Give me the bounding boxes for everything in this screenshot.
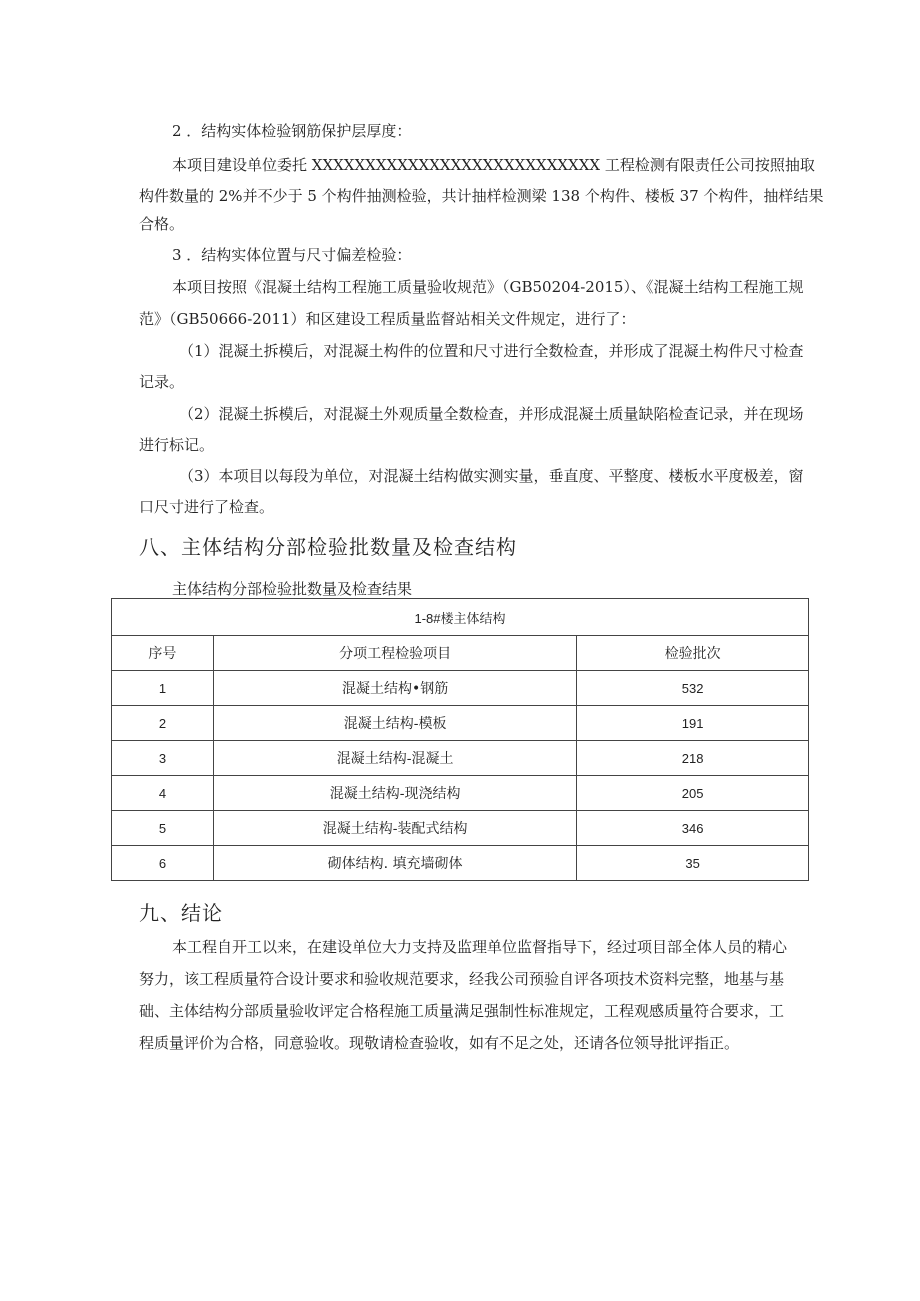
- conclusion-line-4: 程质量评价为合格，同意验收。现敬请检查验收，如有不足之处，还请各位领导批评指正。: [139, 1034, 740, 1052]
- row-batches: 218: [577, 741, 809, 776]
- row-item: 混凝土结构•钢筋: [213, 671, 576, 706]
- row-item: 混凝土结构-模板: [213, 706, 576, 741]
- table-row: [112, 846, 809, 881]
- inspection-batch-table: [111, 598, 809, 881]
- table-caption: 主体结构分部检验批数量及检查结果: [172, 580, 413, 598]
- item3-title: 3 ．结构实体位置与尺寸偏差检验：: [172, 246, 412, 264]
- section9-heading: 九、结论: [139, 901, 223, 925]
- table-row: [112, 671, 809, 706]
- row-seq: 6: [112, 846, 214, 881]
- row-batches: 346: [577, 811, 809, 846]
- conclusion-line-2: 努力，该工程质量符合设计要求和验收规范要求，经我公司预验自评各项技术资料完整，地基与基: [139, 970, 785, 988]
- row-item: 砌体结构. 填充墙砌体: [213, 846, 576, 881]
- row-batches: 205: [577, 776, 809, 811]
- row-seq: 4: [112, 776, 214, 811]
- conclusion-line-3: 础、主体结构分部质量验收评定合格程施工质量满足强制性标准规定，工程观感质量符合要求，工: [139, 1002, 785, 1020]
- item3-line-2: 范》（GB50666-2011）和区建设工程质量监督站相关文件规定，进行了：: [139, 310, 636, 328]
- table-title: 1-8#楼主体结构: [112, 599, 809, 636]
- sub2-line-2: 进行标记。: [139, 436, 215, 454]
- item2-line-1: 本项目建设单位委托 XXXXXXXXXXXXXXXXXXXXXXXXXXX 工程检测有限责任公司按照抽取: [172, 156, 815, 174]
- row-seq: 2: [112, 706, 214, 741]
- table-title-row: [112, 599, 809, 636]
- table-row: [112, 811, 809, 846]
- header-batches: 检验批次: [577, 636, 809, 671]
- row-seq: 1: [112, 671, 214, 706]
- sub1-line-2: 记录。: [139, 373, 185, 391]
- table-row: [112, 741, 809, 776]
- conclusion-line-1: 本工程自开工以来，在建设单位大力支持及监理单位监督指导下，经过项目部全体人员的精心: [172, 938, 788, 956]
- sub1-line-1: （1）混凝土拆模后，对混凝土构件的位置和尺寸进行全数检查，并形成了混凝土构件尺寸检查: [179, 342, 804, 360]
- row-item: 混凝土结构-装配式结构: [213, 811, 576, 846]
- row-seq: 5: [112, 811, 214, 846]
- row-seq: 3: [112, 741, 214, 776]
- section8-heading: 八、主体结构分部检验批数量及检查结构: [139, 535, 517, 559]
- sub3-line-2: 口尺寸进行了检查。: [139, 498, 275, 516]
- row-batches: 191: [577, 706, 809, 741]
- item2-line-2: 构件数量的 2%并不少于 5 个构件抽测检验，共计抽样检测梁 138 个构件、楼板 37 个构件，抽样结果: [139, 187, 824, 205]
- sub3-line-1: （3）本项目以每段为单位，对混凝土结构做实测实量，垂直度、平整度、楼板水平度极差，窗: [179, 467, 804, 485]
- item2-title: 2 ．结构实体检验钢筋保护层厚度：: [172, 122, 412, 140]
- header-seq: 序号: [112, 636, 214, 671]
- table-row: [112, 706, 809, 741]
- row-batches: 532: [577, 671, 809, 706]
- row-batches: 35: [577, 846, 809, 881]
- table-row: [112, 776, 809, 811]
- sub2-line-1: （2）混凝土拆模后，对混凝土外观质量全数检查，并形成混凝土质量缺陷检查记录，并在现场: [179, 405, 804, 423]
- item3-line-1: 本项目按照《混凝土结构工程施工质量验收规范》（GB50204-2015）、《混凝土结构工程施工规: [172, 278, 804, 296]
- table-header-row: [112, 636, 809, 671]
- row-item: 混凝土结构-混凝土: [213, 741, 576, 776]
- item2-line-3: 合格。: [139, 215, 185, 233]
- row-item: 混凝土结构-现浇结构: [213, 776, 576, 811]
- header-item: 分项工程检验项目: [213, 636, 576, 671]
